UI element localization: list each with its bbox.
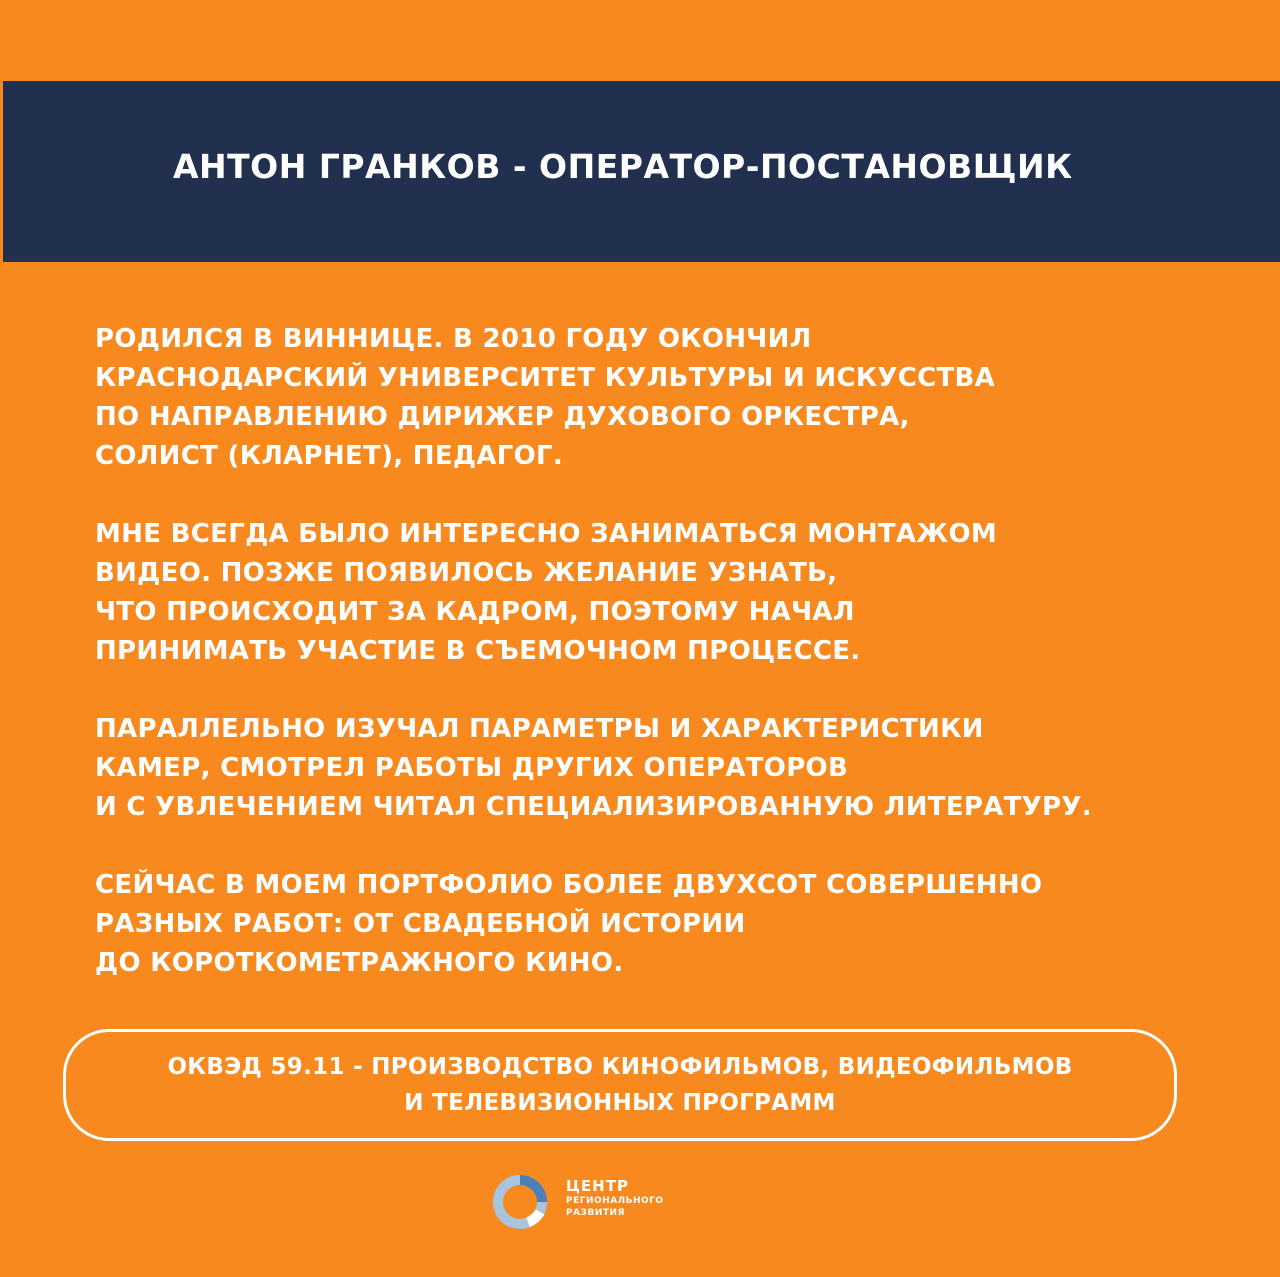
okved-box (63, 1029, 1177, 1141)
bio-line: И С УВЛЕЧЕНИЕМ ЧИТАЛ СПЕЦИАЛИЗИРОВАННУЮ ЛИТЕРАТУРУ. (95, 792, 1092, 822)
okved-line: ОКВЭД 59.11 - ПРОИЗВОДСТВО КИНОФИЛЬМОВ, ВИДЕОФИЛЬМОВ (167, 1054, 1073, 1080)
bio-line: СОЛИСТ (КЛАРНЕТ), ПЕДАГОГ. (95, 441, 564, 471)
bio-line: ПРИНИМАТЬ УЧАСТИЕ В СЪЕМОЧНОМ ПРОЦЕССЕ. (95, 636, 861, 666)
bio-paragraph-education (95, 320, 1225, 476)
ring-logo-icon (490, 1172, 550, 1232)
logo-title: ЦЕНТР (566, 1177, 629, 1195)
bio-paragraph-editing (95, 515, 1225, 671)
bio-text (95, 320, 1225, 1022)
bio-line: КАМЕР, СМОТРЕЛ РАБОТЫ ДРУГИХ ОПЕРАТОРОВ (95, 753, 849, 783)
bio-line: КРАСНОДАРСКИЙ УНИВЕРСИТЕТ КУЛЬТУРЫ И ИСКУССТВА (95, 363, 996, 393)
bio-line: ВИДЕО. ПОЗЖЕ ПОЯВИЛОСЬ ЖЕЛАНИЕ УЗНАТЬ, (95, 558, 838, 588)
okved-line: И ТЕЛЕВИЗИОННЫХ ПРОГРАММ (404, 1090, 836, 1116)
logo-subtitle: РЕГИОНАЛЬНОГО (566, 1196, 664, 1206)
bio-line: РАЗНЫХ РАБОТ: ОТ СВАДЕБНОЙ ИСТОРИИ (95, 909, 746, 939)
bio-line: СЕЙЧАС В МОЕМ ПОРТФОЛИО БОЛЕЕ ДВУХСОТ СОВЕРШЕННО (95, 870, 1043, 900)
page-title: АНТОН ГРАНКОВ - ОПЕРАТОР-ПОСТАНОВЩИК (173, 147, 1073, 186)
logo-subtitle: РАЗВИТИЯ (566, 1208, 625, 1218)
organization-logo (490, 1170, 730, 1232)
bio-paragraph-portfolio (95, 866, 1225, 983)
logo-text (566, 1178, 664, 1219)
bio-line: РОДИЛСЯ В ВИННИЦЕ. В 2010 ГОДУ ОКОНЧИЛ (95, 324, 812, 354)
bio-line: МНЕ ВСЕГДА БЫЛО ИНТЕРЕСНО ЗАНИМАТЬСЯ МОНТАЖОМ (95, 519, 998, 549)
bio-line: ПО НАПРАВЛЕНИЮ ДИРИЖЕР ДУХОВОГО ОРКЕСТРА, (95, 402, 910, 432)
bio-line: ЧТО ПРОИСХОДИТ ЗА КАДРОМ, ПОЭТОМУ НАЧАЛ (95, 597, 855, 627)
bio-line: ДО КОРОТКОМЕТРАЖНОГО КИНО. (95, 948, 624, 978)
bio-paragraph-study (95, 710, 1225, 827)
bio-line: ПАРАЛЛЕЛЬНО ИЗУЧАЛ ПАРАМЕТРЫ И ХАРАКТЕРИСТИКИ (95, 714, 984, 744)
